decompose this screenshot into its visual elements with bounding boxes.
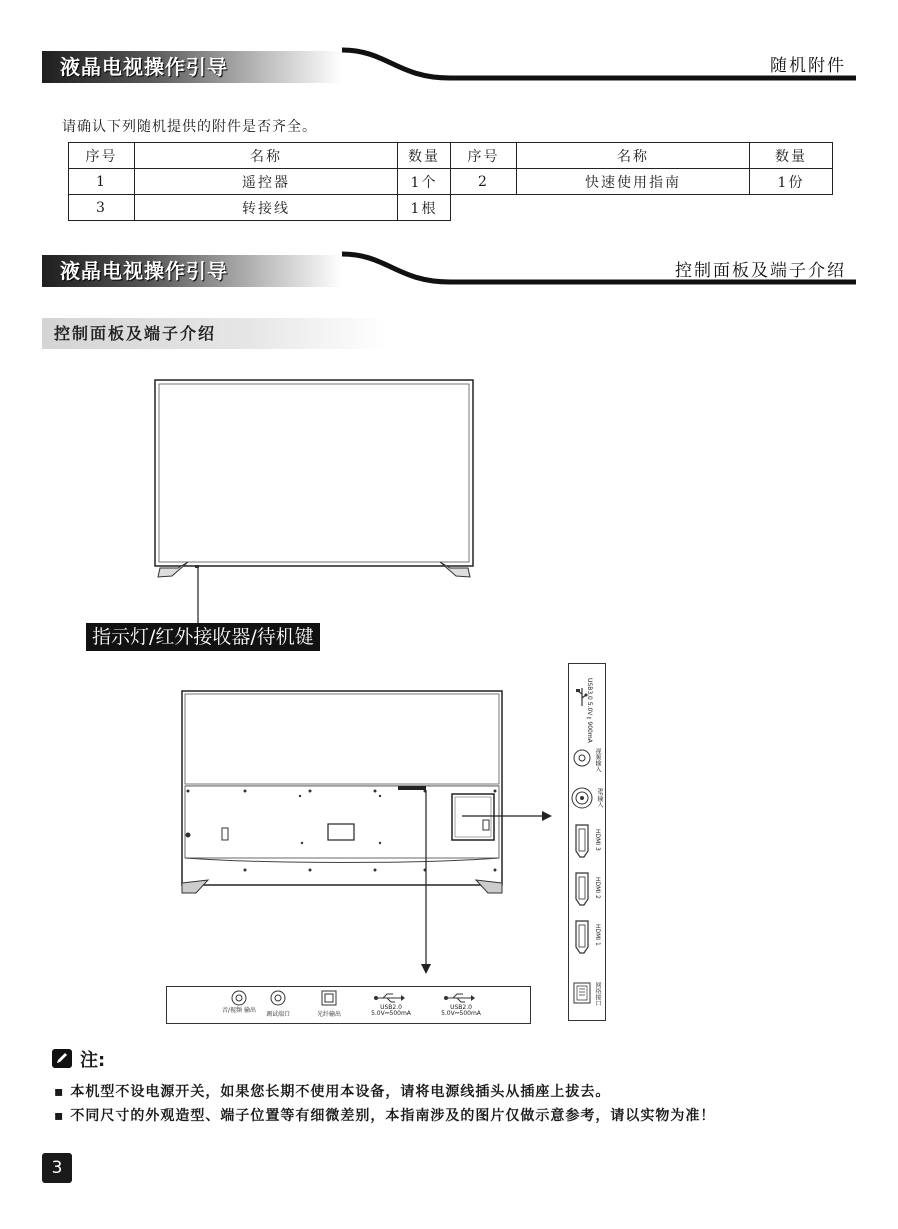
table-header-row xyxy=(69,143,833,169)
side-port-panel xyxy=(568,663,606,1021)
side-port-label: 网络接口 xyxy=(594,982,601,1006)
table-cell: 转接线 xyxy=(135,195,398,221)
table-cell: 1根 xyxy=(398,195,451,221)
side-port-label: HDMI 1 xyxy=(594,924,601,946)
table-header: 数量 xyxy=(398,143,451,169)
optical-port-icon xyxy=(321,990,337,1006)
table-cell: 遥控器 xyxy=(135,169,398,195)
section-subtitle-1: 随机附件 xyxy=(770,56,846,76)
notes-heading xyxy=(52,1046,105,1072)
section-title-2: 液晶电视操作引导 xyxy=(42,255,342,287)
accessory-table xyxy=(68,142,833,221)
hdmi-port-icon xyxy=(573,920,591,954)
bottom-port-label: 音/视频 输出 xyxy=(222,1007,256,1014)
side-port-label: HDMI 2 xyxy=(594,877,601,899)
indicator-callout: 指示灯/红外接收器/待机键 xyxy=(86,623,320,651)
bottom-port-label: USB2.0 5.0V⎓500mA xyxy=(441,1004,481,1017)
side-port-label: HDMI 3 xyxy=(594,829,601,851)
note-item: ▪ 不同尺寸的外观造型、端子位置等有细微差别，本指南涉及的图片仅做示意参考，请以实物为准！ xyxy=(54,1108,716,1124)
rf-jack-icon xyxy=(571,787,593,809)
bottom-port-label: USB2.0 5.0V⎓500mA xyxy=(371,1004,411,1017)
av-out-jack-icon xyxy=(231,990,247,1006)
banner-divider-1 xyxy=(42,44,858,84)
side-port-label: RF输入 xyxy=(596,788,603,808)
hdmi-port-icon xyxy=(573,872,591,906)
table-cell: 3 xyxy=(69,195,135,221)
side-port-label: 视频输入 xyxy=(594,748,601,772)
usb-icon xyxy=(443,992,475,1004)
hdmi-port-icon xyxy=(573,824,591,858)
table-cell: 1份 xyxy=(750,169,833,195)
table-cell: 2 xyxy=(451,169,517,195)
av-jack-icon xyxy=(573,749,591,767)
side-port-label: USB3.0 5.0V⎓900mA xyxy=(586,678,593,743)
table-header: 序号 xyxy=(69,143,135,169)
table-header: 序号 xyxy=(451,143,517,169)
debug-port-icon xyxy=(270,990,286,1006)
note-item: ▪ 本机型不设电源开关，如果您长期不使用本设备，请将电源线插头从插座上拔去。 xyxy=(54,1084,611,1100)
tv-rear-diagram xyxy=(170,688,570,978)
table-row xyxy=(69,169,833,195)
table-header: 名称 xyxy=(517,143,750,169)
bottom-port-label: 光纤输出 xyxy=(316,1011,341,1018)
section-subtitle-2: 控制面板及端子介绍 xyxy=(675,261,846,281)
usb-icon xyxy=(373,992,405,1004)
bottom-port-panel xyxy=(166,986,531,1024)
table-cell: 1个 xyxy=(398,169,451,195)
intro-text: 请确认下列随机提供的附件是否齐全。 xyxy=(62,119,317,135)
notes-heading-text: 注: xyxy=(80,1050,106,1071)
subheading: 控制面板及端子介绍 xyxy=(42,318,387,349)
tv-front-diagram xyxy=(150,376,480,628)
pencil-icon xyxy=(52,1049,74,1069)
ethernet-port-icon xyxy=(573,982,591,1004)
page-number: 3 xyxy=(42,1153,72,1183)
table-cell: 1 xyxy=(69,169,135,195)
table-cell: 快速使用指南 xyxy=(517,169,750,195)
table-header: 数量 xyxy=(750,143,833,169)
section-title-1: 液晶电视操作引导 xyxy=(42,51,342,83)
bottom-port-label: 调试端口 xyxy=(265,1011,290,1018)
table-row xyxy=(69,195,833,221)
table-header: 名称 xyxy=(135,143,398,169)
